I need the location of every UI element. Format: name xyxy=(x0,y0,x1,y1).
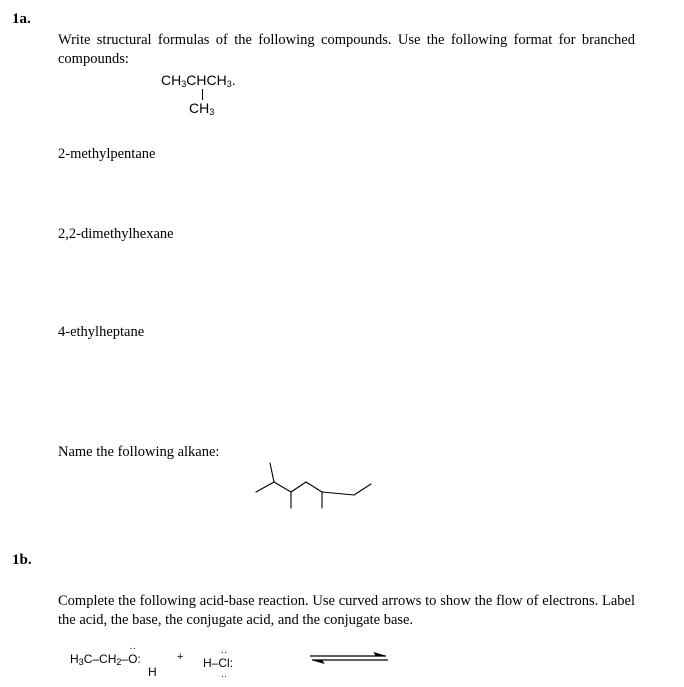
question-1a-instructions xyxy=(58,31,635,69)
reverse-arrow-head xyxy=(312,660,324,664)
question-number-1a: 1a. xyxy=(12,11,31,27)
skeletal-alkane-structure xyxy=(250,458,380,514)
compound-4-ethylheptane: 4-ethylheptane xyxy=(58,324,145,340)
oxygen-hydrogen: H xyxy=(148,665,157,679)
bond-c1-c2 xyxy=(256,482,274,492)
bond-c6-c7 xyxy=(354,484,371,495)
oh-bond xyxy=(149,663,150,666)
bond-c2-c3 xyxy=(274,482,291,492)
instructions-text: Write structural formulas of the following compounds. Use the following format for branched compounds: xyxy=(58,32,635,67)
chlorine-with-lone-pairs: Cl ·· .. xyxy=(218,647,230,680)
equilibrium-arrow xyxy=(308,651,390,665)
compound-2-methylpentane: 2-methylpentane xyxy=(58,146,156,162)
bond-c2-methyl-up xyxy=(270,463,274,482)
oxygen-with-lone-pairs: O ·· xyxy=(128,643,138,666)
reactant-hcl: H–Cl ·· .. : xyxy=(203,647,234,680)
example-formula-branch: $CH_3$ xyxy=(189,100,215,117)
example-branch-bond xyxy=(202,89,203,100)
example-formula-main-chain: $CH_3CHCH_3$. xyxy=(161,72,236,89)
bond-c5-c6 xyxy=(322,492,354,495)
question-1b-instructions xyxy=(58,592,635,630)
plus-sign: + xyxy=(177,651,184,663)
bond-c3-c4 xyxy=(291,482,306,492)
question-number-1b: 1b. xyxy=(12,552,32,568)
compound-2-2-dimethylhexane: 2,2-dimethylhexane xyxy=(58,226,174,242)
reactant-ethoxide: $H_3C-CH_2-O$ ·· : xyxy=(70,643,141,667)
instructions-text: Complete the following acid-base reaction. Use curved arrows to show the flow of electrons. Label the acid, the base, the conjugate acid, and the conjugate base. xyxy=(58,593,635,628)
name-alkane-prompt: Name the following alkane: xyxy=(58,444,220,460)
bond-c4-c5 xyxy=(306,482,322,492)
forward-arrow-head xyxy=(374,653,386,657)
